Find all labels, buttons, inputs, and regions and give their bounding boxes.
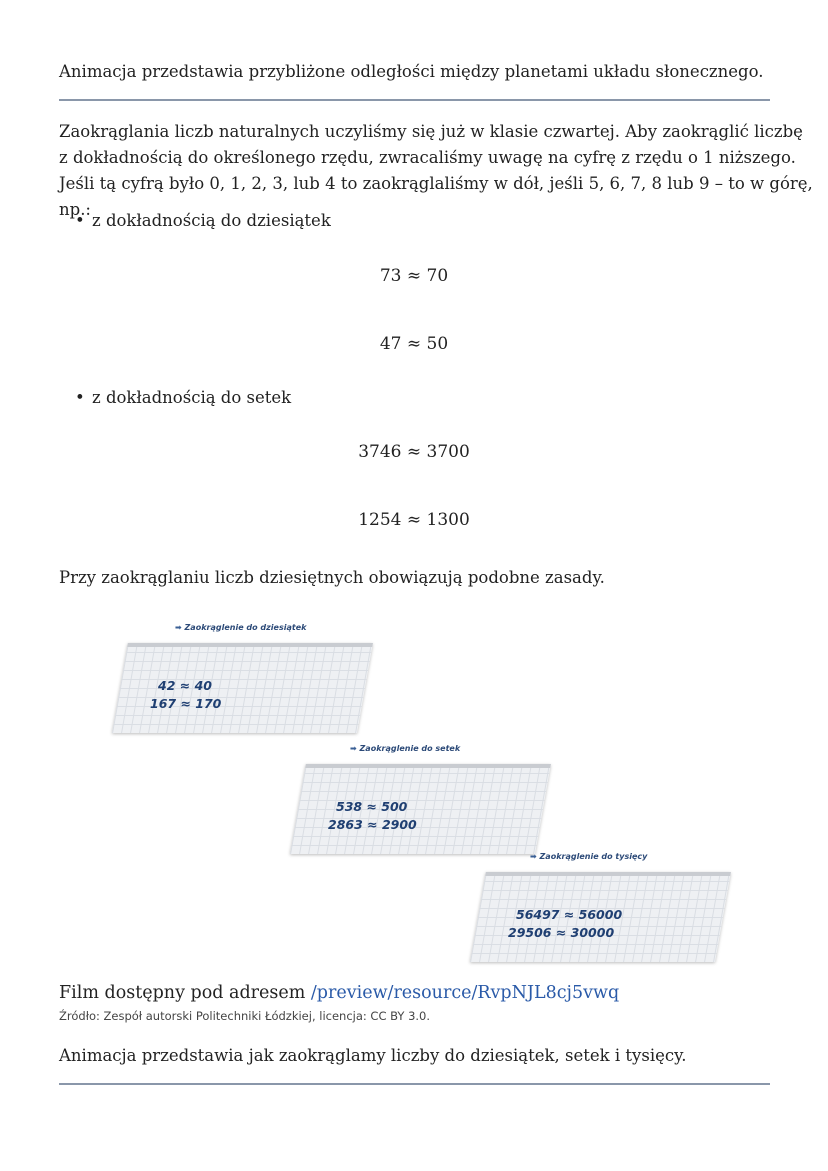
notebook-paper <box>290 764 551 854</box>
math-example: 47 ≈ 50 <box>379 334 449 354</box>
bullet-label: z dokładnością do dziesiątek <box>92 211 331 230</box>
paragraph-line: Jeśli tą cyfrą było 0, 1, 2, 3, lub 4 to zaokrąglaliśmy w dół, jeśli 5, 6, 7, 8 lub 9 – to w górę, np.: <box>59 174 813 219</box>
film-link[interactable]: /preview/resource/RvpNJL8cj5vwq <box>310 983 620 1003</box>
rounding-card <box>478 852 723 962</box>
arrow-icon: ➡ <box>530 852 540 861</box>
card-title-text: Zaokrąglenie do setek <box>359 744 461 753</box>
card-line: 2863 ≈ 2900 <box>328 817 417 832</box>
card-line: 167 ≈ 170 <box>150 696 222 711</box>
bullet-item <box>75 211 331 230</box>
outro-caption: Animacja przedstawia jak zaokrąglamy liczby do dziesiątek, setek i tysięcy. <box>59 1046 687 1065</box>
divider <box>59 1083 770 1085</box>
intro-caption: Animacja przedstawia przybliżone odległości między planetami układu słonecznego. <box>59 62 764 81</box>
divider <box>59 99 770 101</box>
card-line: 42 ≈ 40 <box>158 678 212 693</box>
paragraph-line: Zaokrąglania liczb naturalnych uczyliśmy się już w klasie czwartej. Aby zaokrąglić liczbę <box>59 122 803 141</box>
card-line: 56497 ≈ 56000 <box>516 907 623 922</box>
bullet-item <box>75 388 291 407</box>
card-line: 29506 ≈ 30000 <box>508 925 615 940</box>
paragraph-line: z dokładnością do określonego rzędu, zwracaliśmy uwagę na cyfrę z rzędu o 1 niższego. <box>59 148 796 167</box>
card-title <box>175 623 306 632</box>
math-example: 73 ≈ 70 <box>379 266 449 286</box>
rounding-card <box>120 623 365 733</box>
arrow-icon: ➡ <box>350 744 360 753</box>
card-lines <box>508 906 623 942</box>
card-line: 538 ≈ 500 <box>336 799 408 814</box>
card-title-text: Zaokrąglenie do dziesiątek <box>184 623 307 632</box>
card-title <box>350 744 460 753</box>
film-line <box>59 980 619 1006</box>
card-lines <box>150 677 222 713</box>
card-title-text: Zaokrąglenie do tysięcy <box>539 852 648 861</box>
paragraph: Przy zaokrąglaniu liczb dziesiętnych obowiązują podobne zasady. <box>59 568 605 587</box>
arrow-icon: ➡ <box>175 623 185 632</box>
film-prefix: Film dostępny pod adresem <box>59 983 306 1003</box>
card-lines <box>328 798 417 834</box>
bullet-label: z dokładnością do setek <box>92 388 292 407</box>
math-example: 1254 ≈ 1300 <box>358 510 470 530</box>
math-example: 3746 ≈ 3700 <box>358 442 470 462</box>
rounding-card <box>298 744 543 854</box>
source-credit: Źródło: Zespół autorski Politechniki Łódzkiej, licencja: CC BY 3.0. <box>59 1009 431 1023</box>
notebook-paper <box>112 643 373 733</box>
card-title <box>530 852 647 861</box>
